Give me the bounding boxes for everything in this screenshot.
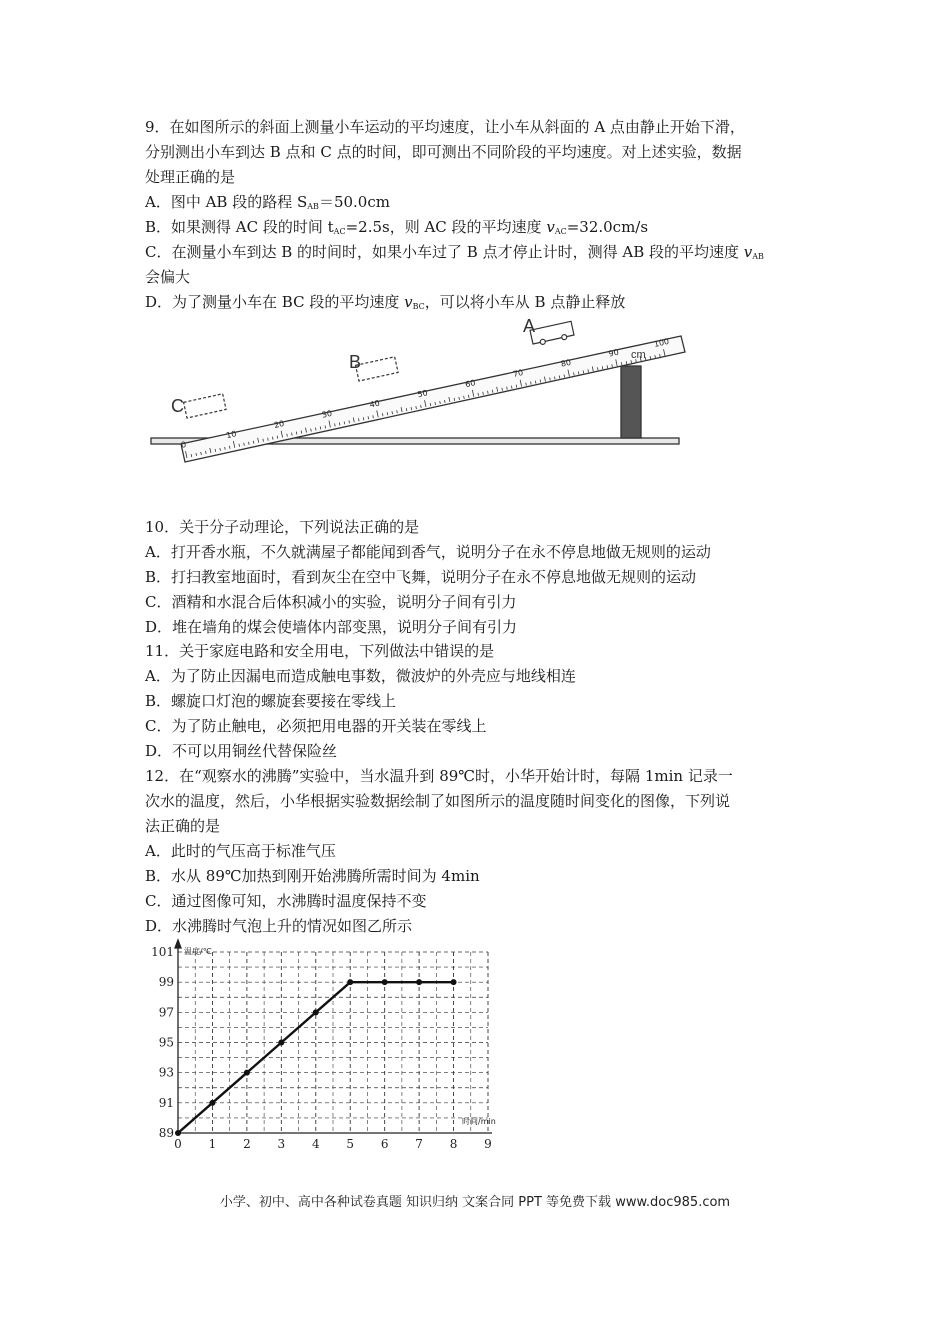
q9-option-b-mid: =2.5s，则 AC 段的平均速度: [345, 218, 547, 236]
ruler-scale-label: 50: [416, 388, 429, 400]
q11-stem: 11．关于家庭电路和安全用电，下列做法中错误的是: [145, 642, 495, 660]
q10-option-c: C．酒精和水混合后体积减小的实验，说明分子间有引力: [145, 593, 517, 611]
y-tick-label: 101: [151, 945, 174, 959]
car-position-c: [184, 394, 227, 418]
q9-option-c-v: v: [743, 243, 753, 261]
support-block: [621, 366, 641, 438]
q10-option-d: D．堆在墙角的煤会使墙体内部变黑，说明分子间有引力: [145, 618, 518, 636]
temperature-point: [278, 1040, 284, 1046]
q9-option-c-sub: AB: [752, 252, 764, 261]
temperature-point: [313, 1009, 319, 1015]
car-position-b: [356, 357, 399, 381]
temperature-point: [382, 979, 388, 985]
x-tick-label: 2: [243, 1137, 251, 1151]
q12-option-a: A．此时的气压高于标准气压: [145, 842, 336, 860]
x-tick-label: 9: [484, 1137, 492, 1151]
x-tick-label: 8: [449, 1137, 458, 1151]
ruler-scale-label: 0: [180, 439, 187, 450]
q9-option-d-tail: ，可以将小车从 B 点静止释放: [424, 293, 626, 311]
y-tick-label: 93: [158, 1065, 174, 1080]
q10-option-b: B．打扫教室地面时，看到灰尘在空中飞舞，说明分子在永不停息地做无规则的运动: [145, 568, 697, 586]
q11-option-c: C．为了防止触电，必须把用电器的开关装在零线上: [145, 717, 487, 735]
temperature-point: [416, 979, 422, 985]
label-b: B: [349, 352, 362, 372]
ruler-scale-label: 100: [653, 336, 670, 349]
q11-option-a: A．为了防止因漏电而造成触电事数，微波炉的外壳应与地线相连: [145, 667, 576, 685]
x-tick-label: 1: [208, 1137, 217, 1151]
q9-option-a-text: A．图中 AB 段的路程 S: [145, 193, 308, 211]
q9-option-a-value: ＝50.0cm: [318, 193, 390, 211]
q9-option-a: [145, 191, 390, 218]
label-c: C: [171, 396, 184, 416]
temperature-point: [175, 1130, 181, 1136]
q10-stem: 10．关于分子动理论，下列说法正确的是: [145, 518, 420, 536]
label-unit-cm: cm: [631, 349, 646, 361]
temperature-time-chart: [140, 938, 540, 1158]
y-tick-label: 99: [158, 975, 174, 990]
x-tick-label: 4: [311, 1137, 320, 1151]
temperature-point: [451, 979, 457, 985]
y-tick-label: 89: [158, 1126, 174, 1140]
y-tick-label: 91: [158, 1095, 174, 1110]
page-footer: 小学、初中、高中各种试卷真题 知识归纳 文案合同 PPT 等免费下载 www.doc985.com: [219, 1195, 731, 1210]
y-tick-label: 95: [158, 1035, 174, 1050]
q9-option-b-text: B．如果测得 AC 段的时间 t: [145, 218, 334, 236]
q9-option-c-text: C．在测量小车到达 B 的时间时，如果小车过了 B 点才停止计时，测得 AB 段的平均速度: [145, 243, 744, 261]
q9-option-d-text: D．为了测量小车在 BC 段的平均速度: [145, 293, 405, 311]
y-axis-arrow: [175, 940, 181, 948]
y-axis-label: 温度/℃: [184, 947, 212, 956]
q12-option-d: D．水沸腾时气泡上升的情况如图乙所示: [145, 917, 413, 935]
q10-option-a: A．打开香水瓶，不久就满屋子都能闻到香气，说明分子在永不停息地做无规则的运动: [145, 543, 711, 561]
x-tick-label: 5: [346, 1137, 355, 1151]
q9-option-a-sub: AB: [307, 202, 319, 211]
ruler-scale-label: 80: [560, 357, 572, 369]
q12-option-c: C．通过图像可知，水沸腾时温度保持不变: [145, 892, 427, 910]
q9-stem-line-1: 9．在如图所示的斜面上测量小车运动的平均速度，让小车从斜面的 A 点由静止开始下滑，: [145, 118, 745, 136]
q12-stem-line-3: 法正确的是: [145, 817, 221, 835]
q9-option-b-value: =32.0cm/s: [566, 218, 649, 236]
q9-option-b-v: v: [546, 218, 555, 236]
q11-option-d: D．不可以用铜丝代替保险丝: [145, 742, 338, 760]
x-tick-label: 7: [415, 1137, 423, 1151]
q11-option-b: B．螺旋口灯泡的螺旋套要接在零线上: [145, 692, 397, 710]
q12-option-b: B．水从 89℃加热到刚开始沸腾所需时间为 4min: [145, 867, 480, 885]
ruler-scale-label: 40: [368, 398, 381, 410]
ruler-scale-label: 10: [225, 429, 238, 441]
q9-option-d-sub: BC: [412, 302, 425, 311]
x-tick-label: 3: [277, 1137, 286, 1151]
x-axis-label: 时间/min: [462, 1117, 496, 1126]
ruler-scale-label: 70: [512, 367, 525, 379]
temperature-point: [347, 979, 353, 985]
q12-stem-line-2: 次水的温度，然后，小华根据实验数据绘制了如图所示的温度随时间变化的图像，下列说: [145, 792, 731, 810]
q9-option-b-sub-t: AC: [333, 227, 346, 236]
ruler-scale-label: 20: [273, 418, 286, 430]
ruler-scale-label: 60: [464, 378, 477, 390]
q9-option-c: [145, 241, 764, 268]
y-tick-label: 97: [158, 1005, 174, 1020]
incline-figure: [145, 318, 705, 478]
car-position-a: [530, 321, 575, 346]
ruler-scale-label: 30: [321, 408, 333, 420]
q9-option-d-v: v: [404, 293, 413, 311]
q9-option-b: [145, 216, 648, 243]
x-tick-label: 6: [380, 1137, 389, 1151]
q9-option-c-line-2: 会偏大: [145, 268, 191, 286]
q9-option-b-sub-v: AC: [554, 227, 567, 236]
q12-stem-line-1: 12．在“观察水的沸腾”实验中，当水温升到 89℃时，小华开始计时，每隔 1min 记录一: [145, 767, 733, 785]
ruler-scale-label: 90: [607, 347, 620, 359]
temperature-point: [209, 1100, 215, 1106]
q9-stem-line-2: 分别测出小车到达 B 点和 C 点的时间，即可测出不同阶段的平均速度。对上述实验，数据: [145, 143, 742, 161]
q9-stem-line-3: 处理正确的是: [145, 168, 236, 186]
temperature-point: [244, 1070, 250, 1076]
q9-option-d: [145, 291, 625, 318]
label-a: A: [523, 318, 536, 336]
x-tick-label: 0: [174, 1137, 182, 1151]
